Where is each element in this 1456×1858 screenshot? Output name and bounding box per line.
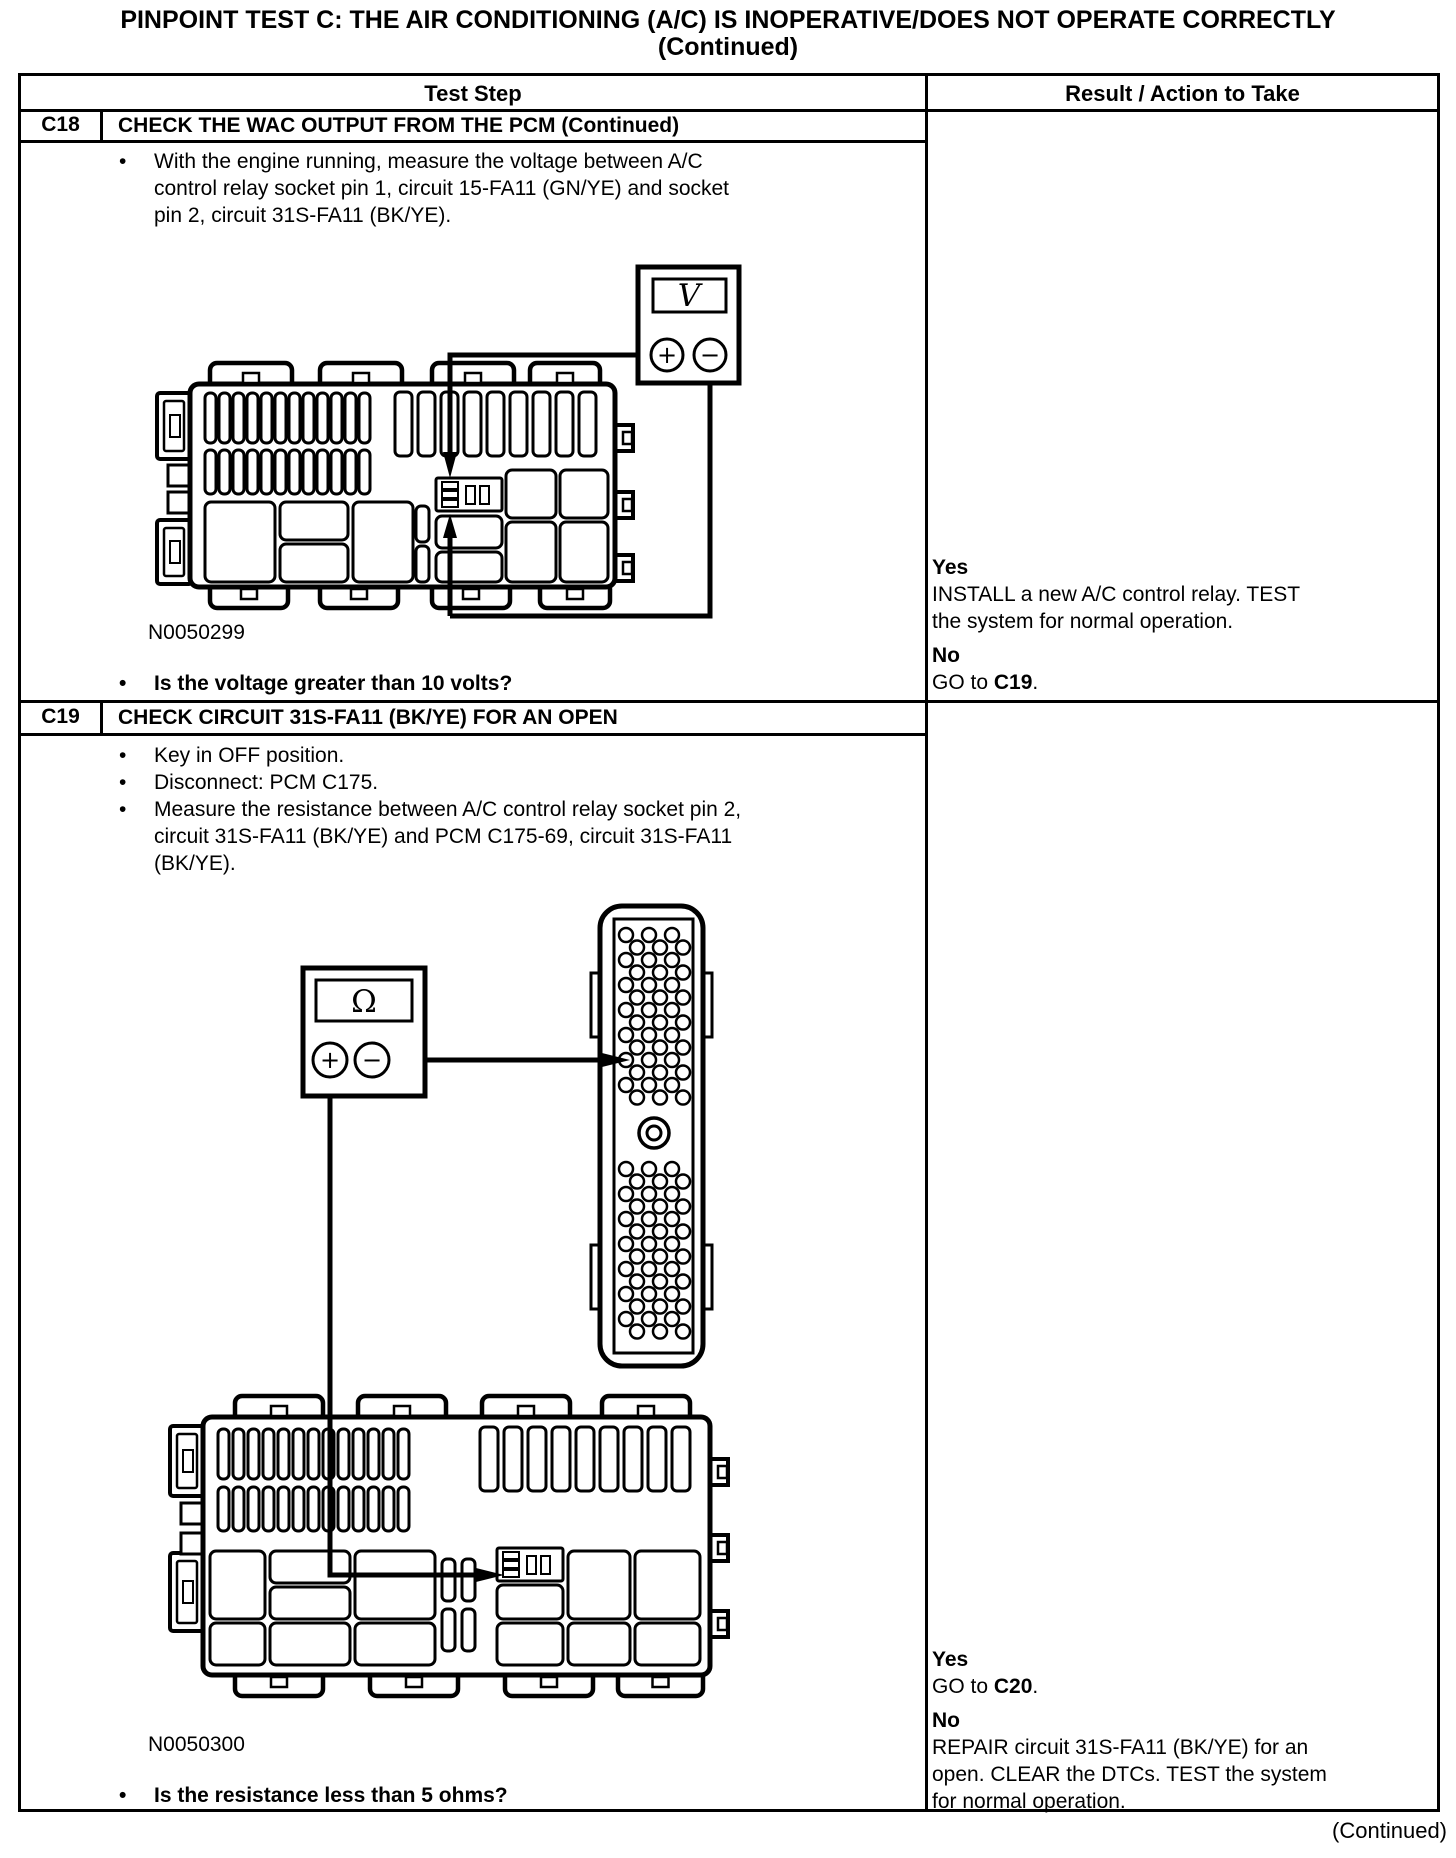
ohmmeter-icon [303, 968, 425, 1096]
step-id-c19: C19 [41, 705, 80, 728]
bullet-line: pin 2, circuit 31S-FA11 (BK/YE). [154, 204, 452, 227]
voltmeter-symbol: V [677, 278, 701, 314]
wiring-diagram-c18 [140, 230, 780, 650]
voltmeter-icon [638, 267, 739, 383]
bullet-dot-icon: • [119, 771, 127, 794]
result-cell-c18 [932, 554, 1432, 696]
step-title-c18: CHECK THE WAC OUTPUT FROM THE PCM (Continued) [118, 114, 680, 137]
fuse-box-diagram [157, 363, 633, 608]
no-label: No [932, 1709, 960, 1732]
bullet-dot-icon: • [119, 150, 127, 173]
step-reference: C20 [993, 1675, 1033, 1698]
step-question-c18: • Is the voltage greater than 10 volts? [119, 672, 513, 695]
figure-label: N0050300 [148, 1733, 245, 1756]
no-action-line: open. CLEAR the DTCs. TEST the system [932, 1763, 1327, 1786]
column-header-test-step: Test Step [424, 81, 522, 106]
step-id-divider-line [100, 109, 103, 143]
no-action-line: REPAIR circuit 31S-FA11 (BK/YE) for an [932, 1736, 1309, 1759]
page-title: PINPOINT TEST C: THE AIR CONDITIONING (A/C) IS INOPERATIVE/DOES NOT OPERATE CORRECTLY [120, 6, 1336, 34]
bullet-item [119, 796, 741, 877]
footer-continued: (Continued) [1332, 1818, 1447, 1843]
row-divider-line [21, 700, 1437, 703]
yes-action-line: the system for normal operation. [932, 610, 1234, 633]
yes-action-line: INSTALL a new A/C control relay. TEST [932, 583, 1301, 606]
step-title-underline [21, 733, 928, 736]
page-title-continued: (Continued) [657, 33, 799, 61]
bullet-dot-icon: • [119, 1784, 127, 1807]
no-action-line: GO to C19. [932, 671, 1039, 694]
yes-label: Yes [932, 556, 969, 579]
bullet-line: control relay socket pin 1, circuit 15-FA11 (GN/YE) and socket [154, 177, 730, 200]
minus-sign: − [361, 1046, 383, 1074]
no-action-line: for normal operation. [932, 1790, 1126, 1813]
column-divider-line [925, 76, 928, 1809]
bullet-line: circuit 31S-FA11 (BK/YE) and PCM C175-69, circuit 31S-FA11 [154, 825, 733, 848]
step-title-c19: CHECK CIRCUIT 31S-FA11 (BK/YE) FOR AN OPEN [118, 706, 618, 729]
bullet-item [119, 769, 741, 796]
bullet-line: With the engine running, measure the voltage between A/C [154, 150, 703, 173]
step-question-c19: • Is the resistance less than 5 ohms? [119, 1784, 508, 1807]
bullet-line: Disconnect: PCM C175. [154, 771, 379, 794]
bullet-item [119, 148, 729, 229]
bullet-line: Measure the resistance between A/C control relay socket pin 2, [154, 798, 742, 821]
no-label: No [932, 644, 960, 667]
bullet-item [119, 742, 741, 769]
bullet-line: Key in OFF position. [154, 744, 345, 767]
figure-label: N0050299 [148, 621, 245, 644]
bullet-line: (BK/YE). [154, 852, 236, 875]
pinpoint-test-table [18, 73, 1440, 1812]
plus-sign: + [319, 1046, 341, 1074]
minus-sign: − [699, 341, 721, 369]
step-id-divider-line [100, 703, 103, 736]
header-divider-line [21, 109, 1437, 112]
step-title-underline [21, 140, 928, 143]
wiring-diagram-c19 [140, 903, 780, 1763]
bullet-dot-icon: • [119, 672, 127, 695]
step-reference: C19 [993, 671, 1033, 694]
pcm-connector-diagram [591, 906, 712, 1366]
bullet-dot-icon: • [119, 744, 127, 767]
plus-sign: + [656, 341, 678, 369]
step-id-c18: C18 [41, 113, 80, 136]
bullet-dot-icon: • [119, 798, 127, 821]
fuse-box-diagram [170, 1396, 728, 1696]
result-cell-c19 [932, 1646, 1432, 1815]
column-header-result: Result / Action to Take [1065, 81, 1300, 106]
yes-label: Yes [932, 1648, 969, 1671]
yes-action-line: GO to C20. [932, 1675, 1039, 1698]
ohmmeter-symbol: Ω [351, 984, 377, 1020]
